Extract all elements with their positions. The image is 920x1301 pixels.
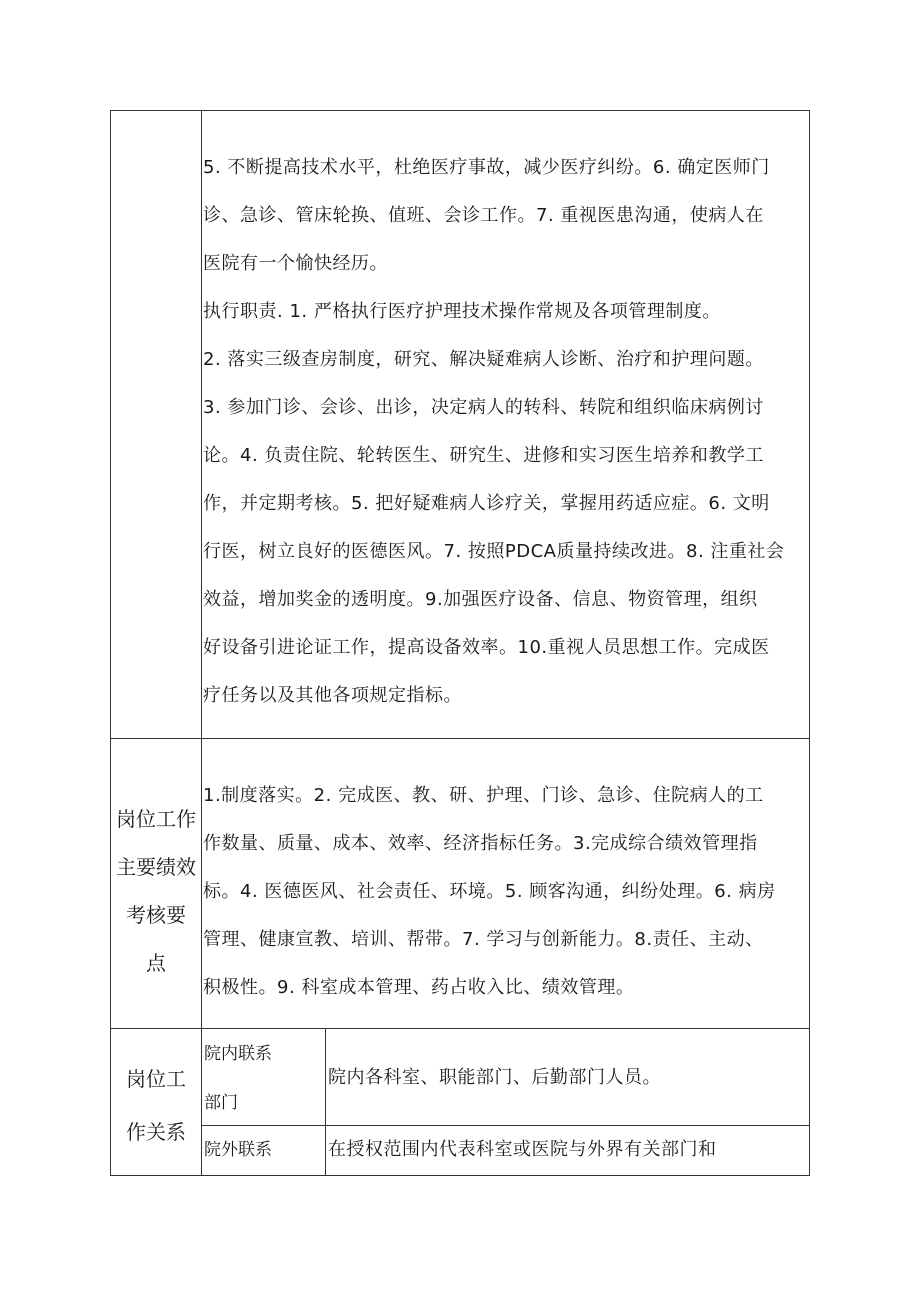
internal-label-line: 部门: [204, 1093, 238, 1113]
border-right: [809, 110, 810, 1176]
duties-line: 疗任务以及其他各项规定指标。: [203, 685, 462, 706]
external-label: 院外联系: [204, 1140, 272, 1160]
relations-label-line: 岗位工: [126, 1067, 186, 1091]
internal-label-line: 院内联系: [204, 1044, 272, 1064]
performance-label-line: 点: [146, 951, 166, 975]
duties-line: 执行职责. 1. 严格执行医疗护理技术操作常规及各项管理制度。: [203, 301, 721, 322]
duties-line: 2. 落实三级查房制度，研究、解决疑难病人诊断、治疗和护理问题。: [203, 349, 764, 370]
duties-line: 医院有一个愉快经历。: [203, 253, 388, 274]
sub-column-divider: [325, 1028, 326, 1176]
border-left: [110, 110, 111, 1176]
row-divider-2: [110, 1028, 810, 1029]
duties-line: 诊、急诊、管床轮换、值班、会诊工作。7. 重视医患沟通，使病人在: [203, 205, 764, 226]
duties-line: 5. 不断提高技术水平，杜绝医疗事故，减少医疗纠纷。6. 确定医师门: [203, 157, 770, 178]
performance-label-line: 岗位工作: [116, 807, 196, 831]
border-top: [110, 110, 810, 111]
relations-label-line: 作关系: [126, 1120, 186, 1144]
performance-line: 管理、健康宣教、培训、帮带。7. 学习与创新能力。8.责任、主动、: [203, 929, 764, 950]
duties-line: 效益，增加奖金的透明度。9.加强医疗设备、信息、物资管理，组织: [203, 589, 758, 610]
performance-line: 积极性。9. 科室成本管理、药占收入比、绩效管理。: [203, 977, 635, 998]
performance-line: 1.制度落实。2. 完成医、教、研、护理、门诊、急诊、住院病人的工: [203, 785, 764, 806]
duties-line: 论。4. 负责住院、轮转医生、研究生、进修和实习医生培养和教学工: [203, 445, 764, 466]
duties-line: 好设备引进论证工作，提高设备效率。10.重视人员思想工作。完成医: [203, 637, 770, 658]
duties-line: 行医，树立良好的医德医风。7. 按照PDCA质量持续改进。8. 注重社会: [203, 541, 785, 562]
duties-line: 3. 参加门诊、会诊、出诊，决定病人的转科、转院和组织临床病例讨: [203, 397, 764, 418]
duties-line: 作，并定期考核。5. 把好疑难病人诊疗关，掌握用药适应症。6. 文明: [203, 493, 770, 514]
row-divider-1: [110, 738, 810, 739]
performance-line: 作数量、质量、成本、效率、经济指标任务。3.完成综合绩效管理指: [203, 833, 758, 854]
performance-label-line: 主要绩效: [116, 855, 196, 879]
performance-label-line: 考核要: [126, 903, 186, 927]
performance-line: 标。4. 医德医风、社会责任、环境。5. 顾客沟通，纠纷处理。6. 病房: [203, 881, 776, 902]
internal-value: 院内各科室、职能部门、后勤部门人员。: [328, 1067, 661, 1088]
external-value: 在授权范围内代表科室或医院与外界有关部门和: [328, 1139, 717, 1160]
border-bottom: [110, 1175, 810, 1176]
